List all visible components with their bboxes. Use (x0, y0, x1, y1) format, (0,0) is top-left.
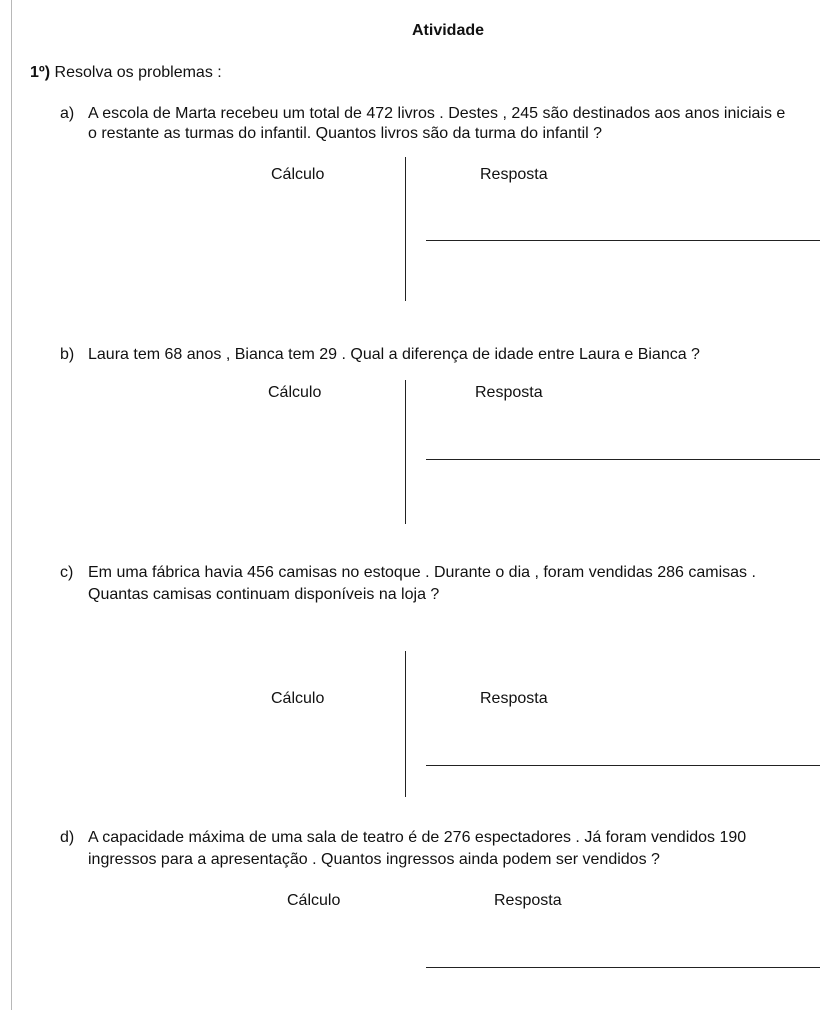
question-d-answer-label: Resposta (494, 892, 562, 909)
question-a-answer-line[interactable] (426, 240, 820, 241)
instruction-number: 1º) (30, 64, 51, 81)
question-c-line-2: Quantas camisas continuam disponíveis na loja ? (88, 586, 440, 603)
question-d-line-1: A capacidade máxima de uma sala de teatro é de 276 espectadores . Já foram vendidos 190 (88, 829, 747, 846)
question-b-divider (405, 380, 406, 524)
question-b-letter: b) (60, 346, 75, 363)
question-c-calc-label: Cálculo (271, 690, 325, 707)
question-d-calc-label: Cálculo (287, 892, 341, 909)
question-a-calc-label: Cálculo (271, 166, 325, 183)
question-c-line-1: Em uma fábrica havia 456 camisas no estoque . Durante o dia , foram vendidas 286 camisas . (88, 564, 756, 581)
page-left-edge (11, 0, 12, 1010)
question-c-answer-line[interactable] (426, 765, 820, 766)
page-title: Atividade (412, 22, 485, 39)
question-a-line-2: o restante as turmas do infantil. Quantos livros são da turma do infantil ? (88, 125, 603, 142)
instruction (30, 63, 222, 83)
question-c-divider (405, 651, 406, 797)
question-a-answer-label: Resposta (480, 166, 548, 183)
instruction-text: Resolva os problemas : (54, 64, 222, 81)
question-d-letter: d) (60, 829, 75, 846)
question-a-letter: a) (60, 105, 75, 122)
question-c-letter: c) (60, 564, 74, 581)
question-b-calc-label: Cálculo (268, 384, 322, 401)
question-b-answer-label: Resposta (475, 384, 543, 401)
question-a-divider (405, 157, 406, 301)
question-b-line-1: Laura tem 68 anos , Bianca tem 29 . Qual a diferença de idade entre Laura e Bianca ? (88, 346, 700, 363)
question-c-answer-label: Resposta (480, 690, 548, 707)
question-d-answer-line[interactable] (426, 967, 820, 968)
question-a-line-1: A escola de Marta recebeu um total de 472 livros . Destes , 245 são destinados aos anos iniciais e (88, 105, 786, 122)
question-b-answer-line[interactable] (426, 459, 820, 460)
question-d-line-2: ingressos para a apresentação . Quantos ingressos ainda podem ser vendidos ? (88, 851, 660, 868)
